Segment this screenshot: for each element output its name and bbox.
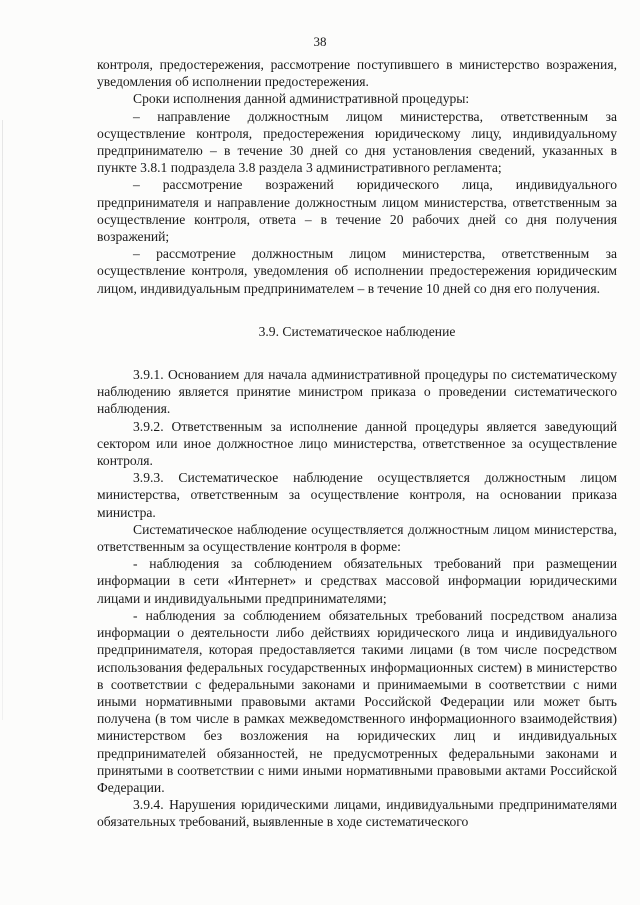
paragraph-deadline-notification: – рассмотрение должностным лицом министерства, ответственным за осуществление контроля, уведомления об исполнении предостережения юридическим лицом, индивидуальным предпринимателем – в течение 10 дней со дня его получения. bbox=[97, 246, 617, 296]
paragraph-deadlines-intro: Сроки исполнения данной административной процедуры: bbox=[133, 91, 470, 107]
scan-gutter-line bbox=[2, 120, 3, 720]
paragraph-3-9-3: 3.9.3. Систематическое наблюдение осуществляется должностным лицом министерства, ответственным за осуществление контроля, на основании приказа министра. bbox=[97, 470, 617, 520]
document-body bbox=[97, 56, 617, 831]
paragraph-observation-forms: Систематическое наблюдение осуществляется должностным лицом министерства, ответственным за осуществление контроля в форме: bbox=[97, 521, 617, 555]
section-heading: 3.9. Систематическое наблюдение bbox=[258, 323, 456, 339]
paragraph-3-9-1: 3.9.1. Основанием для начала административной процедуры по систематическому наблюдению является принятие министром приказа о проведении систематического наблюдения. bbox=[97, 367, 617, 417]
paragraph-deadline-warning: – направление должностным лицом министерства, ответственным за осуществление контроля, предостережения юридическому лицу, индивидуальному предпринимателю – в течение 30 дней со дня установления сведений, указанных в пункте 3.8.1 подраздела 3.8 раздела 3 административного регламента; bbox=[97, 108, 617, 176]
paragraph-3-9-2: 3.9.2. Ответственным за исполнение данной процедуры является заведующий сектором или иное должностное лицо министерства, ответственное за осуществление контроля. bbox=[97, 418, 617, 469]
paragraph-deadline-objections: – рассмотрение возражений юридического лица, индивидуального предпринимателя и направление должностным лицом министерства, ответственным за осуществление контроля, ответа – в течение 20 рабочих дней со дня получения возражений; bbox=[97, 177, 617, 245]
paragraph-form-analysis: - наблюдения за соблюдением обязательных требований посредством анализа информации о деятельности либо действиях юридического лица и индивидуального предпринимателя, которая предоставляется такими лицами (в том числе посредством использования федеральных государственных информационных систем) в министерство в соответствии с федеральными законами и принимаемыми в соответствии с ними иными нормативными правовыми актами Российской Федерации или может быть получена (в том числе в рамках межведомственного информационного взаимодействия) министерством без возложения на юридических лиц и индивидуальных предпринимателей обязанностей, не предусмотренных федеральными законами и принятыми в соответствии с ними иными нормативными правовыми актами Российской Федерации. bbox=[97, 607, 617, 795]
paragraph-3-9-4: 3.9.4. Нарушения юридическими лицами, индивидуальными предпринимателями обязательных требований, выявленные в ходе систематического bbox=[97, 797, 617, 830]
paragraph-continuation: контроля, предостережения, рассмотрение поступившего в министерство возражения, уведомления об исполнении предостережения. bbox=[97, 57, 617, 90]
paragraph-form-internet: - наблюдения за соблюдением обязательных требований при размещении информации в сети «Интернет» и средствах массовой информации юридическими лицами и индивидуальными предпринимателями; bbox=[97, 556, 617, 606]
page-number: 38 bbox=[313, 34, 327, 49]
